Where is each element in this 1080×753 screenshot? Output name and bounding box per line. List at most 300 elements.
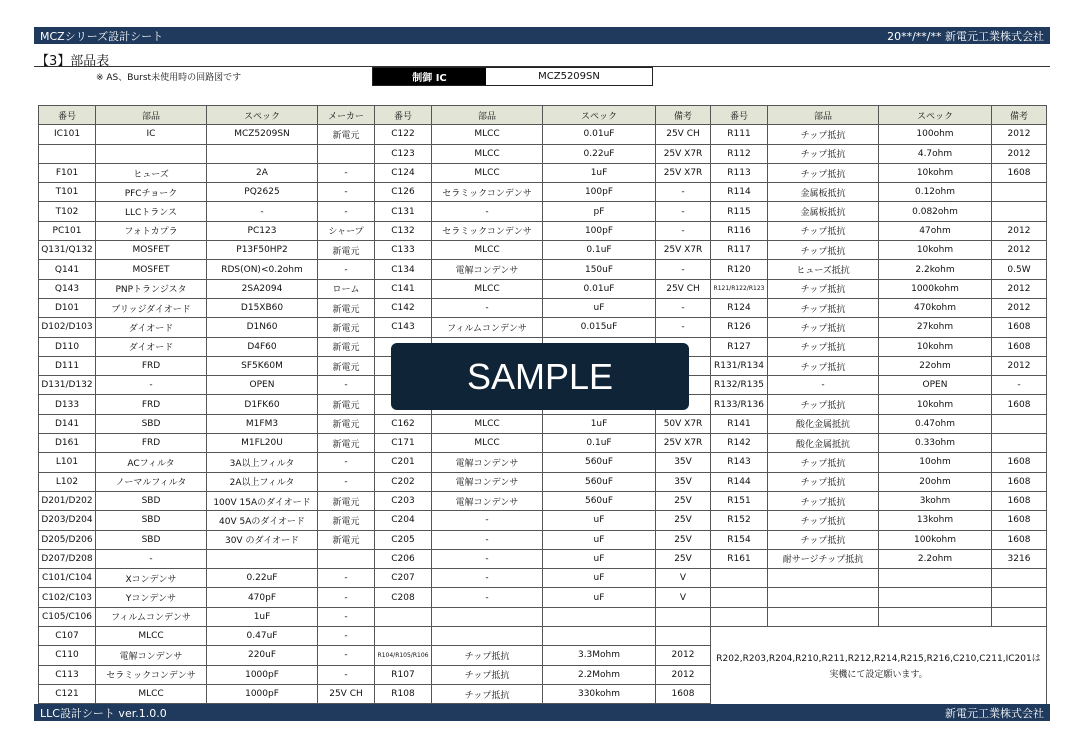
table-cell: 2012: [992, 298, 1047, 317]
table-cell: -: [207, 202, 318, 221]
table-cell: 25V CH: [318, 684, 375, 703]
table-cell: C110: [39, 646, 96, 665]
table-cell: [96, 144, 207, 163]
table-cell: [992, 434, 1047, 453]
table-cell: 0.33ohm: [879, 434, 992, 453]
table-cell: R154: [711, 530, 768, 549]
table-cell: チップ抵抗: [768, 318, 879, 337]
table-cell: 1608: [992, 318, 1047, 337]
table-cell: 25V: [656, 491, 711, 510]
table-row: [375, 279, 711, 298]
table-row: [711, 607, 1047, 626]
table-cell: Q141: [39, 260, 96, 279]
table-cell: 0.082ohm: [879, 202, 992, 221]
table-row: [711, 376, 1047, 395]
table-cell: C133: [375, 241, 432, 260]
table-cell: 25V X7R: [656, 144, 711, 163]
table-cell: R144: [711, 472, 768, 491]
table-cell: 330kohm: [543, 684, 656, 703]
table-cell: C134: [375, 260, 432, 279]
table-cell: [992, 588, 1047, 607]
table-cell: D205/D206: [39, 530, 96, 549]
column-header: 備考: [656, 106, 711, 125]
table-row: [375, 202, 711, 221]
table-cell: 470kohm: [879, 298, 992, 317]
table-row: [39, 260, 375, 279]
table-cell: 560uF: [543, 491, 656, 510]
section-title: 【3】部品表: [36, 54, 110, 69]
table-cell: 1608: [656, 684, 711, 703]
table-cell: -: [318, 472, 375, 491]
table-row: [375, 453, 711, 472]
table-row: [39, 549, 375, 568]
table-cell: R120: [711, 260, 768, 279]
column-header: スペック: [879, 106, 992, 125]
table-row: [711, 279, 1047, 298]
table-row: [39, 511, 375, 530]
table-cell: uF: [543, 298, 656, 317]
table-cell: PC123: [207, 221, 318, 240]
table-cell: セラミックコンデンサ: [432, 221, 543, 240]
table-cell: 2012: [992, 279, 1047, 298]
table-cell: SF5K60M: [207, 356, 318, 375]
table-cell: C101/C104: [39, 569, 96, 588]
table-cell: C208: [375, 588, 432, 607]
table-cell: R141: [711, 414, 768, 433]
table-cell: -: [432, 588, 543, 607]
table-cell: C142: [375, 298, 432, 317]
table-cell: FRD: [96, 356, 207, 375]
table-cell: 3A以上フィルタ: [207, 453, 318, 472]
table-cell: 新電元: [318, 530, 375, 549]
table-cell: -: [318, 376, 375, 395]
table-cell: T102: [39, 202, 96, 221]
table-cell: [711, 607, 768, 626]
table-cell: C203: [375, 491, 432, 510]
header-date-company: 20**/**/** 新電元工業株式会社: [887, 29, 1044, 43]
table-cell: [375, 607, 432, 626]
table-row: [39, 318, 375, 337]
table-cell: チップ抵抗: [768, 511, 879, 530]
table-cell: -: [656, 202, 711, 221]
table-cell: 10kohm: [879, 163, 992, 182]
table-row: [39, 434, 375, 453]
table-cell: 新電元: [318, 298, 375, 317]
table-row: [711, 414, 1047, 433]
table-cell: 10kohm: [879, 337, 992, 356]
table-cell: 4.7ohm: [879, 144, 992, 163]
table-cell: R126: [711, 318, 768, 337]
table-row: [375, 665, 711, 684]
table-cell: MOSFET: [96, 241, 207, 260]
table-cell: -: [432, 511, 543, 530]
table-cell: ノーマルフィルタ: [96, 472, 207, 491]
table-cell: 新電元: [318, 318, 375, 337]
table-cell: ダイオード: [96, 337, 207, 356]
table-cell: -: [318, 646, 375, 665]
table-cell: 30V のダイオード: [207, 530, 318, 549]
table-cell: [992, 569, 1047, 588]
table-cell: [992, 183, 1047, 202]
table-cell: SBD: [96, 414, 207, 433]
table-row: [711, 183, 1047, 202]
table-cell: チップ抵抗: [432, 665, 543, 684]
table-cell: D1N60: [207, 318, 318, 337]
table-row: [375, 241, 711, 260]
table-cell: 1608: [992, 530, 1047, 549]
table-cell: 25V X7R: [656, 163, 711, 182]
table-cell: ダイオード: [96, 318, 207, 337]
table-cell: -: [318, 260, 375, 279]
table-cell: R113: [711, 163, 768, 182]
table-row: [711, 125, 1047, 144]
table-row: [711, 260, 1047, 279]
table-cell: 0.22uF: [207, 569, 318, 588]
table-row: [375, 434, 711, 453]
table-cell: 560uF: [543, 453, 656, 472]
table-cell: 35V: [656, 453, 711, 472]
table-cell: MLCC: [432, 414, 543, 433]
table-row: [711, 202, 1047, 221]
table-cell: R108: [375, 684, 432, 703]
table-cell: [992, 414, 1047, 433]
table-cell: Yコンデンサ: [96, 588, 207, 607]
table-cell: C205: [375, 530, 432, 549]
table-cell: 酸化金属抵抗: [768, 414, 879, 433]
table-row: [375, 183, 711, 202]
table-cell: [432, 607, 543, 626]
table-row: [711, 491, 1047, 510]
table-cell: [318, 549, 375, 568]
table-cell: 22ohm: [879, 356, 992, 375]
table-cell: [207, 144, 318, 163]
table-cell: SBD: [96, 511, 207, 530]
table-cell: RDS(ON)<0.2ohm: [207, 260, 318, 279]
column-header: スペック: [207, 106, 318, 125]
table-row: [39, 646, 375, 665]
table-row: [39, 530, 375, 549]
table-cell: C131: [375, 202, 432, 221]
table-cell: MLCC: [432, 279, 543, 298]
table-cell: チップ抵抗: [432, 684, 543, 703]
table-cell: 金属板抵抗: [768, 202, 879, 221]
table-cell: 10kohm: [879, 395, 992, 414]
table-row: [375, 163, 711, 182]
table-cell: [711, 588, 768, 607]
table-row: [711, 569, 1047, 588]
table-cell: 2SA2094: [207, 279, 318, 298]
control-ic-value: MCZ5209SN: [538, 71, 600, 82]
table-cell: チップ抵抗: [768, 530, 879, 549]
table-row: [375, 472, 711, 491]
table-cell: uF: [543, 569, 656, 588]
table-cell: セラミックコンデンサ: [96, 665, 207, 684]
table-cell: C126: [375, 183, 432, 202]
table-cell: R114: [711, 183, 768, 202]
table-cell: IC: [96, 125, 207, 144]
table-cell: D102/D103: [39, 318, 96, 337]
table-cell: [992, 202, 1047, 221]
table-cell: ヒューズ: [96, 163, 207, 182]
table-cell: [879, 569, 992, 588]
table-row: [375, 549, 711, 568]
table-cell: R127: [711, 337, 768, 356]
table-cell: C113: [39, 665, 96, 684]
table-cell: 0.5W: [992, 260, 1047, 279]
table-cell: 新電元: [318, 241, 375, 260]
table-cell: チップ抵抗: [768, 395, 879, 414]
table-cell: 電解コンデンサ: [432, 453, 543, 472]
table-cell: 1608: [992, 511, 1047, 530]
table-cell: フィルムコンデンサ: [432, 318, 543, 337]
table-row: [39, 144, 375, 163]
table-cell: 新電元: [318, 511, 375, 530]
table-cell: C124: [375, 163, 432, 182]
table-row: [375, 530, 711, 549]
table-cell: 新電元: [318, 434, 375, 453]
table-cell: チップ抵抗: [768, 163, 879, 182]
table-cell: -: [318, 183, 375, 202]
table-row: [711, 434, 1047, 453]
table-cell: uF: [543, 549, 656, 568]
table-cell: MLCC: [432, 163, 543, 182]
table-cell: [543, 627, 656, 646]
table-cell: シャープ: [318, 221, 375, 240]
table-cell: C207: [375, 569, 432, 588]
table-cell: チップ抵抗: [768, 221, 879, 240]
table-row: [375, 684, 711, 703]
table-row: [711, 356, 1047, 375]
table-cell: MOSFET: [96, 260, 207, 279]
table-cell: C201: [375, 453, 432, 472]
table-cell: C171: [375, 434, 432, 453]
table-cell: 0.12ohm: [879, 183, 992, 202]
table-cell: 3216: [992, 549, 1047, 568]
table-row: [39, 241, 375, 260]
table-cell: 25V X7R: [656, 241, 711, 260]
table-row: [39, 202, 375, 221]
table-cell: -: [318, 627, 375, 646]
table-cell: 金属板抵抗: [768, 183, 879, 202]
table-cell: -: [318, 665, 375, 684]
table-cell: 1608: [992, 395, 1047, 414]
table-cell: [992, 607, 1047, 626]
table-row: [39, 183, 375, 202]
table-cell: チップ抵抗: [768, 298, 879, 317]
table-cell: 10kohm: [879, 241, 992, 260]
table-cell: 25V: [656, 549, 711, 568]
table-row: [711, 221, 1047, 240]
table-cell: FRD: [96, 395, 207, 414]
table-cell: 耐サージチップ抵抗: [768, 549, 879, 568]
table-cell: 1uF: [207, 607, 318, 626]
table-row: [39, 491, 375, 510]
table-cell: PFCチョーク: [96, 183, 207, 202]
table-row: [711, 549, 1047, 568]
table-row: [39, 569, 375, 588]
table-row: [39, 376, 375, 395]
column-header: 番号: [39, 106, 96, 125]
column-header: 番号: [375, 106, 432, 125]
table-row: [375, 125, 711, 144]
table-cell: 220uF: [207, 646, 318, 665]
table-cell: Xコンデンサ: [96, 569, 207, 588]
table-cell: PC101: [39, 221, 96, 240]
table-cell: D1FK60: [207, 395, 318, 414]
table-cell: 1608: [992, 337, 1047, 356]
table-cell: LLCトランス: [96, 202, 207, 221]
table-row: [39, 472, 375, 491]
table-cell: 25V: [656, 530, 711, 549]
table-cell: [39, 144, 96, 163]
header-bar: [34, 27, 1050, 44]
table-cell: 新電元: [318, 125, 375, 144]
table-cell: Q131/Q132: [39, 241, 96, 260]
table-cell: [768, 588, 879, 607]
table-cell: R133/R136: [711, 395, 768, 414]
table-cell: 1608: [992, 453, 1047, 472]
table-cell: R116: [711, 221, 768, 240]
table-row: [711, 511, 1047, 530]
column-header: 番号: [711, 106, 768, 125]
table-cell: C204: [375, 511, 432, 530]
table-cell: PNPトランジスタ: [96, 279, 207, 298]
table-cell: SBD: [96, 530, 207, 549]
table-cell: ローム: [318, 279, 375, 298]
table-row: [39, 337, 375, 356]
table-cell: -: [318, 588, 375, 607]
table-cell: OPEN: [207, 376, 318, 395]
table-cell: チップ抵抗: [768, 337, 879, 356]
table-row: [39, 453, 375, 472]
table-cell: [656, 627, 711, 646]
table-cell: P13F50HP2: [207, 241, 318, 260]
table-cell: 2.2Mohm: [543, 665, 656, 684]
table-cell: C162: [375, 414, 432, 433]
table-row: [375, 588, 711, 607]
table-cell: ACフィルタ: [96, 453, 207, 472]
circuit-note: ※ AS、Burst未使用時の回路図です: [96, 73, 242, 83]
table-cell: 2012: [992, 144, 1047, 163]
table-cell: 25V X7R: [656, 434, 711, 453]
table-cell: R111: [711, 125, 768, 144]
table-cell: 20ohm: [879, 472, 992, 491]
table-cell: R143: [711, 453, 768, 472]
table-row: [39, 414, 375, 433]
table-cell: 2A以上フィルタ: [207, 472, 318, 491]
table-cell: [879, 588, 992, 607]
table-row: [39, 684, 375, 703]
table-cell: R124: [711, 298, 768, 317]
table-row: [711, 241, 1047, 260]
table-cell: -: [656, 260, 711, 279]
table-cell: MLCC: [432, 241, 543, 260]
table-cell: 2.2ohm: [879, 549, 992, 568]
table-cell: 13kohm: [879, 511, 992, 530]
table-cell: D101: [39, 298, 96, 317]
table-cell: 新電元: [318, 395, 375, 414]
table-row: [375, 414, 711, 433]
table-row: [375, 627, 711, 646]
table-cell: uF: [543, 530, 656, 549]
table-cell: -: [656, 298, 711, 317]
column-header: メーカー: [318, 106, 375, 125]
table-cell: 100ohm: [879, 125, 992, 144]
footer-company: 新電元工業株式会社: [945, 706, 1044, 720]
table-cell: [432, 627, 543, 646]
table-cell: D201/D202: [39, 491, 96, 510]
table-row: [711, 144, 1047, 163]
table-row: [711, 318, 1047, 337]
header-title: MCZシリーズ設計シート: [40, 29, 164, 43]
table-row: [39, 665, 375, 684]
column-header: スペック: [543, 106, 656, 125]
table-cell: V: [656, 588, 711, 607]
sample-watermark: SAMPLE: [391, 343, 689, 410]
table-row: [711, 530, 1047, 549]
table-cell: FRD: [96, 434, 207, 453]
table-cell: L101: [39, 453, 96, 472]
table-cell: 1000pF: [207, 684, 318, 703]
table-header-row: [711, 106, 1047, 125]
table-cell: 40V 5Aのダイオード: [207, 511, 318, 530]
footer-version: LLC設計シート ver.1.0.0: [40, 706, 167, 720]
table-cell: 25V CH: [656, 125, 711, 144]
table-cell: [711, 569, 768, 588]
table-cell: [768, 569, 879, 588]
table-cell: C121: [39, 684, 96, 703]
table-cell: 0.1uF: [543, 241, 656, 260]
table-cell: pF: [543, 202, 656, 221]
table-cell: 47ohm: [879, 221, 992, 240]
column-header: 備考: [992, 106, 1047, 125]
table-cell: 2012: [992, 241, 1047, 260]
table-header-row: [375, 106, 711, 125]
column-header: 部品: [96, 106, 207, 125]
table-row: [375, 569, 711, 588]
table-cell: 電解コンデンサ: [432, 491, 543, 510]
table-cell: ヒューズ抵抗: [768, 260, 879, 279]
table-row: [375, 491, 711, 510]
table-cell: R117: [711, 241, 768, 260]
table-row: [39, 395, 375, 414]
table-cell: 1608: [992, 491, 1047, 510]
table-cell: チップ抵抗: [768, 491, 879, 510]
table-cell: フィルムコンデンサ: [96, 607, 207, 626]
table-cell: D161: [39, 434, 96, 453]
table-cell: C132: [375, 221, 432, 240]
table-row: [39, 298, 375, 317]
column-header: 部品: [432, 106, 543, 125]
table-cell: -: [318, 569, 375, 588]
table-cell: チップ抵抗: [768, 241, 879, 260]
table-cell: D203/D204: [39, 511, 96, 530]
table-cell: 0.01uF: [543, 125, 656, 144]
table-cell: 2012: [656, 646, 711, 665]
table-cell: R132/R135: [711, 376, 768, 395]
table-cell: -: [96, 549, 207, 568]
table-cell: T101: [39, 183, 96, 202]
table-row: [39, 279, 375, 298]
table-cell: R161: [711, 549, 768, 568]
table-cell: -: [318, 607, 375, 626]
table-cell: R107: [375, 665, 432, 684]
table-cell: [879, 607, 992, 626]
table-cell: 新電元: [318, 356, 375, 375]
table-row: [711, 453, 1047, 472]
table-cell: D207/D208: [39, 549, 96, 568]
table-cell: 2.2kohm: [879, 260, 992, 279]
